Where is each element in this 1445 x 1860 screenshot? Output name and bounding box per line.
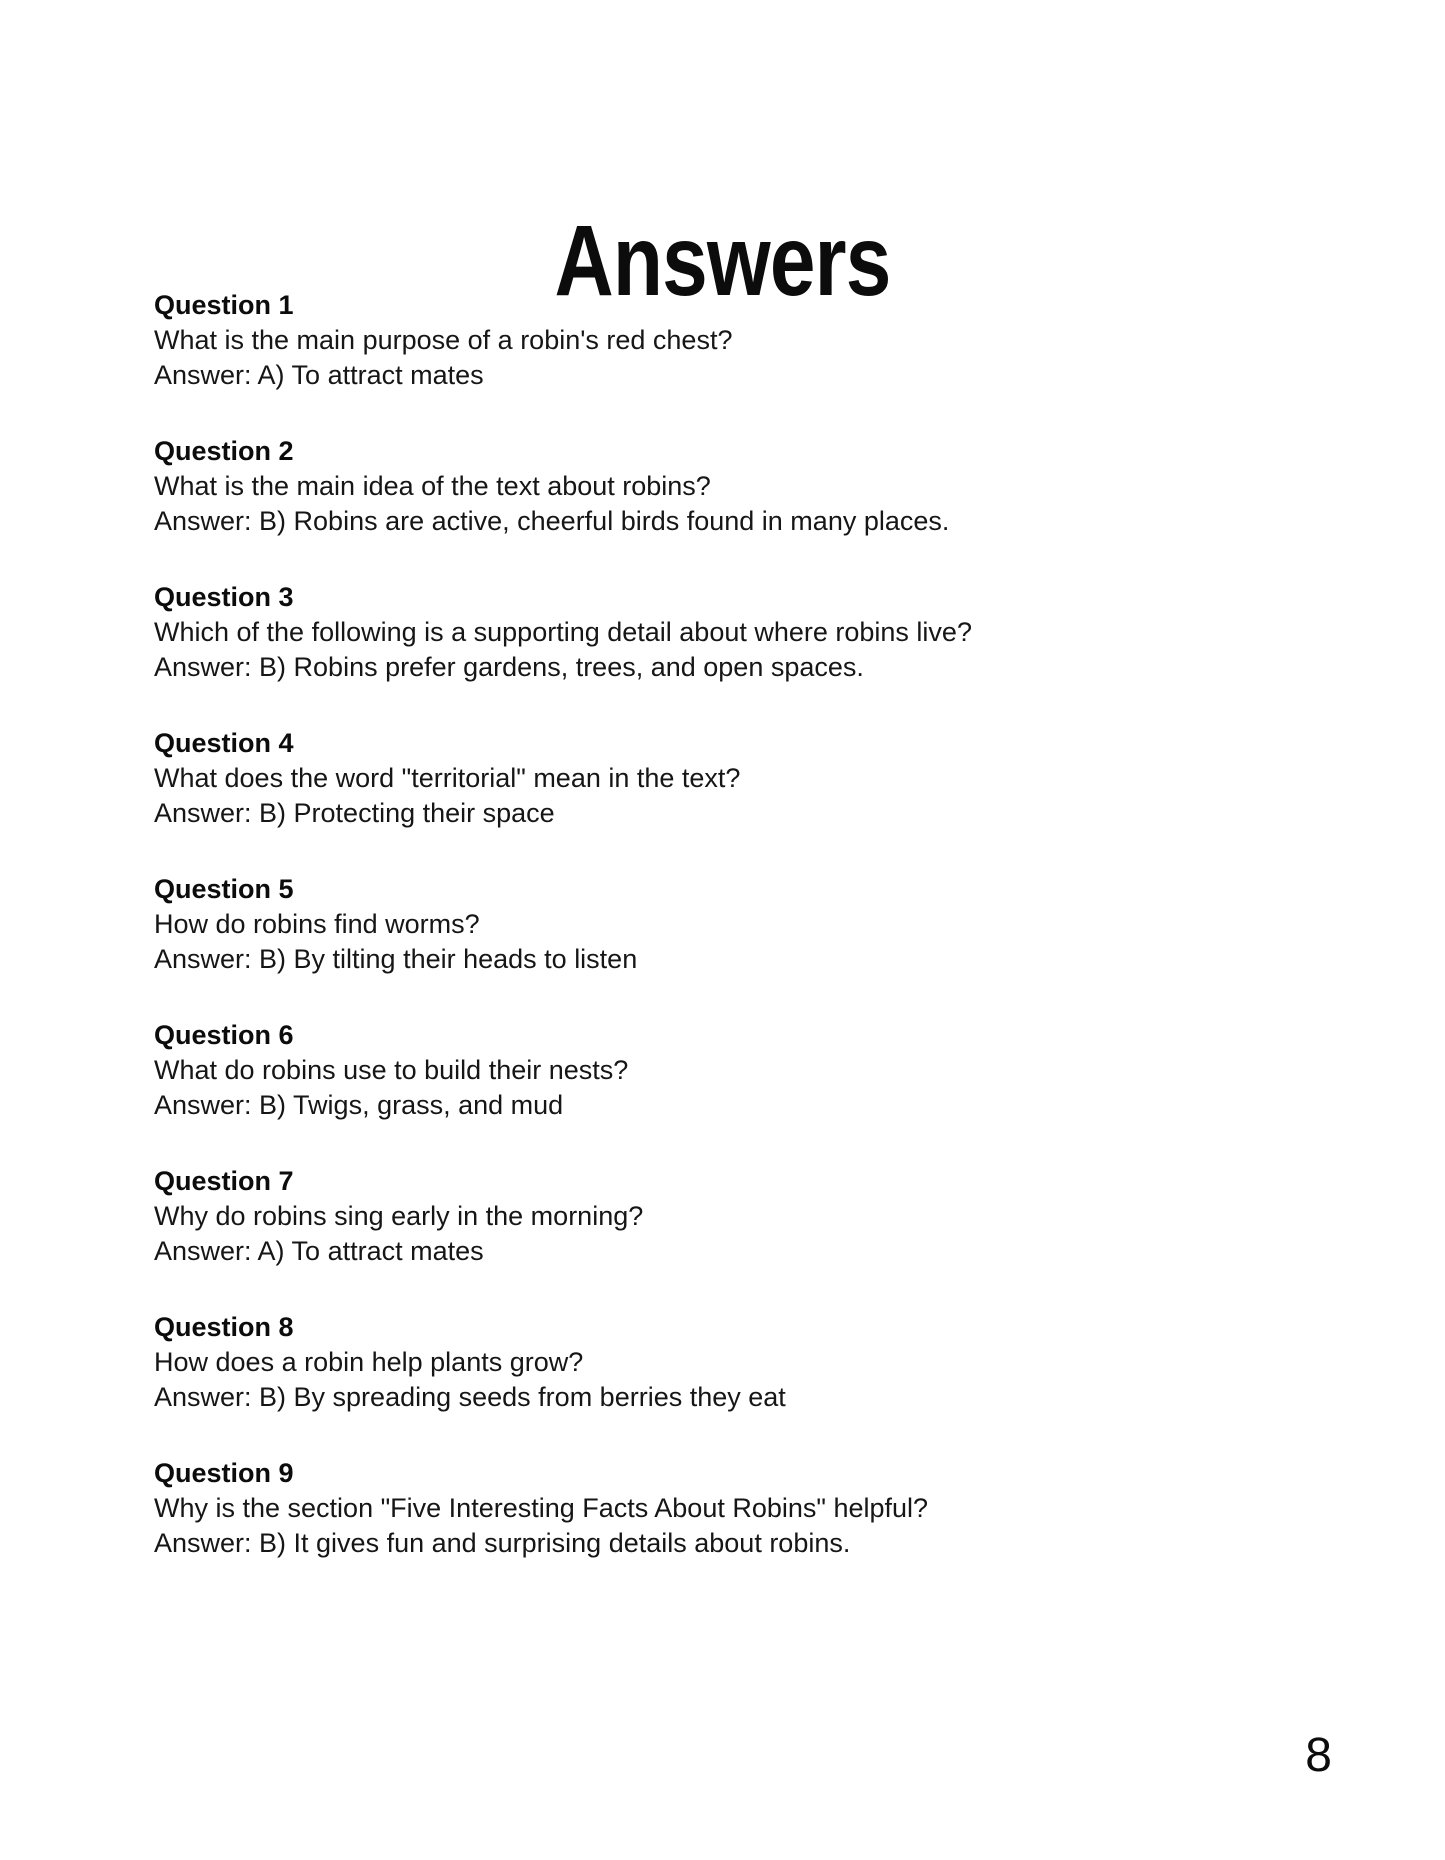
question-block [154,1456,1334,1561]
answer-key-list [154,288,1334,1602]
question-text: How do robins find worms? [154,909,480,939]
question-text: How does a robin help plants grow? [154,1347,584,1377]
question-block [154,1018,1334,1123]
answer-text: Answer: B) Robins are active, cheerful birds found in many places. [154,506,950,536]
question-text: What is the main idea of the text about robins? [154,471,711,501]
answer-text: Answer: B) By tilting their heads to listen [154,944,638,974]
answer-text: Answer: B) Protecting their space [154,798,555,828]
question-heading: Question 9 [154,1458,294,1488]
question-block [154,434,1334,539]
question-heading: Question 8 [154,1312,294,1342]
question-text: Why do robins sing early in the morning? [154,1201,644,1231]
question-block [154,726,1334,831]
question-block [154,580,1334,685]
question-heading: Question 3 [154,582,294,612]
question-text: What is the main purpose of a robin's red chest? [154,325,733,355]
question-heading: Question 6 [154,1020,294,1050]
answer-text: Answer: B) Twigs, grass, and mud [154,1090,564,1120]
answer-text: Answer: A) To attract mates [154,1236,484,1266]
question-text: Why is the section "Five Interesting Facts About Robins" helpful? [154,1493,929,1523]
question-text: What do robins use to build their nests? [154,1055,629,1085]
question-text: Which of the following is a supporting detail about where robins live? [154,617,972,647]
question-heading: Question 5 [154,874,294,904]
question-heading: Question 7 [154,1166,294,1196]
question-block [154,1310,1334,1415]
question-heading: Question 4 [154,728,294,758]
answer-text: Answer: B) By spreading seeds from berries they eat [154,1382,786,1412]
question-text: What does the word "territorial" mean in the text? [154,763,741,793]
question-heading: Question 2 [154,436,294,466]
answer-text: Answer: B) It gives fun and surprising details about robins. [154,1528,851,1558]
page-title: Answers [554,205,891,317]
question-heading: Question 1 [154,290,294,320]
answer-text: Answer: A) To attract mates [154,360,484,390]
answer-text: Answer: B) Robins prefer gardens, trees, and open spaces. [154,652,864,682]
question-block [154,288,1334,393]
question-block [154,872,1334,977]
question-block [154,1164,1334,1269]
page-number: 8 [1305,1729,1332,1782]
